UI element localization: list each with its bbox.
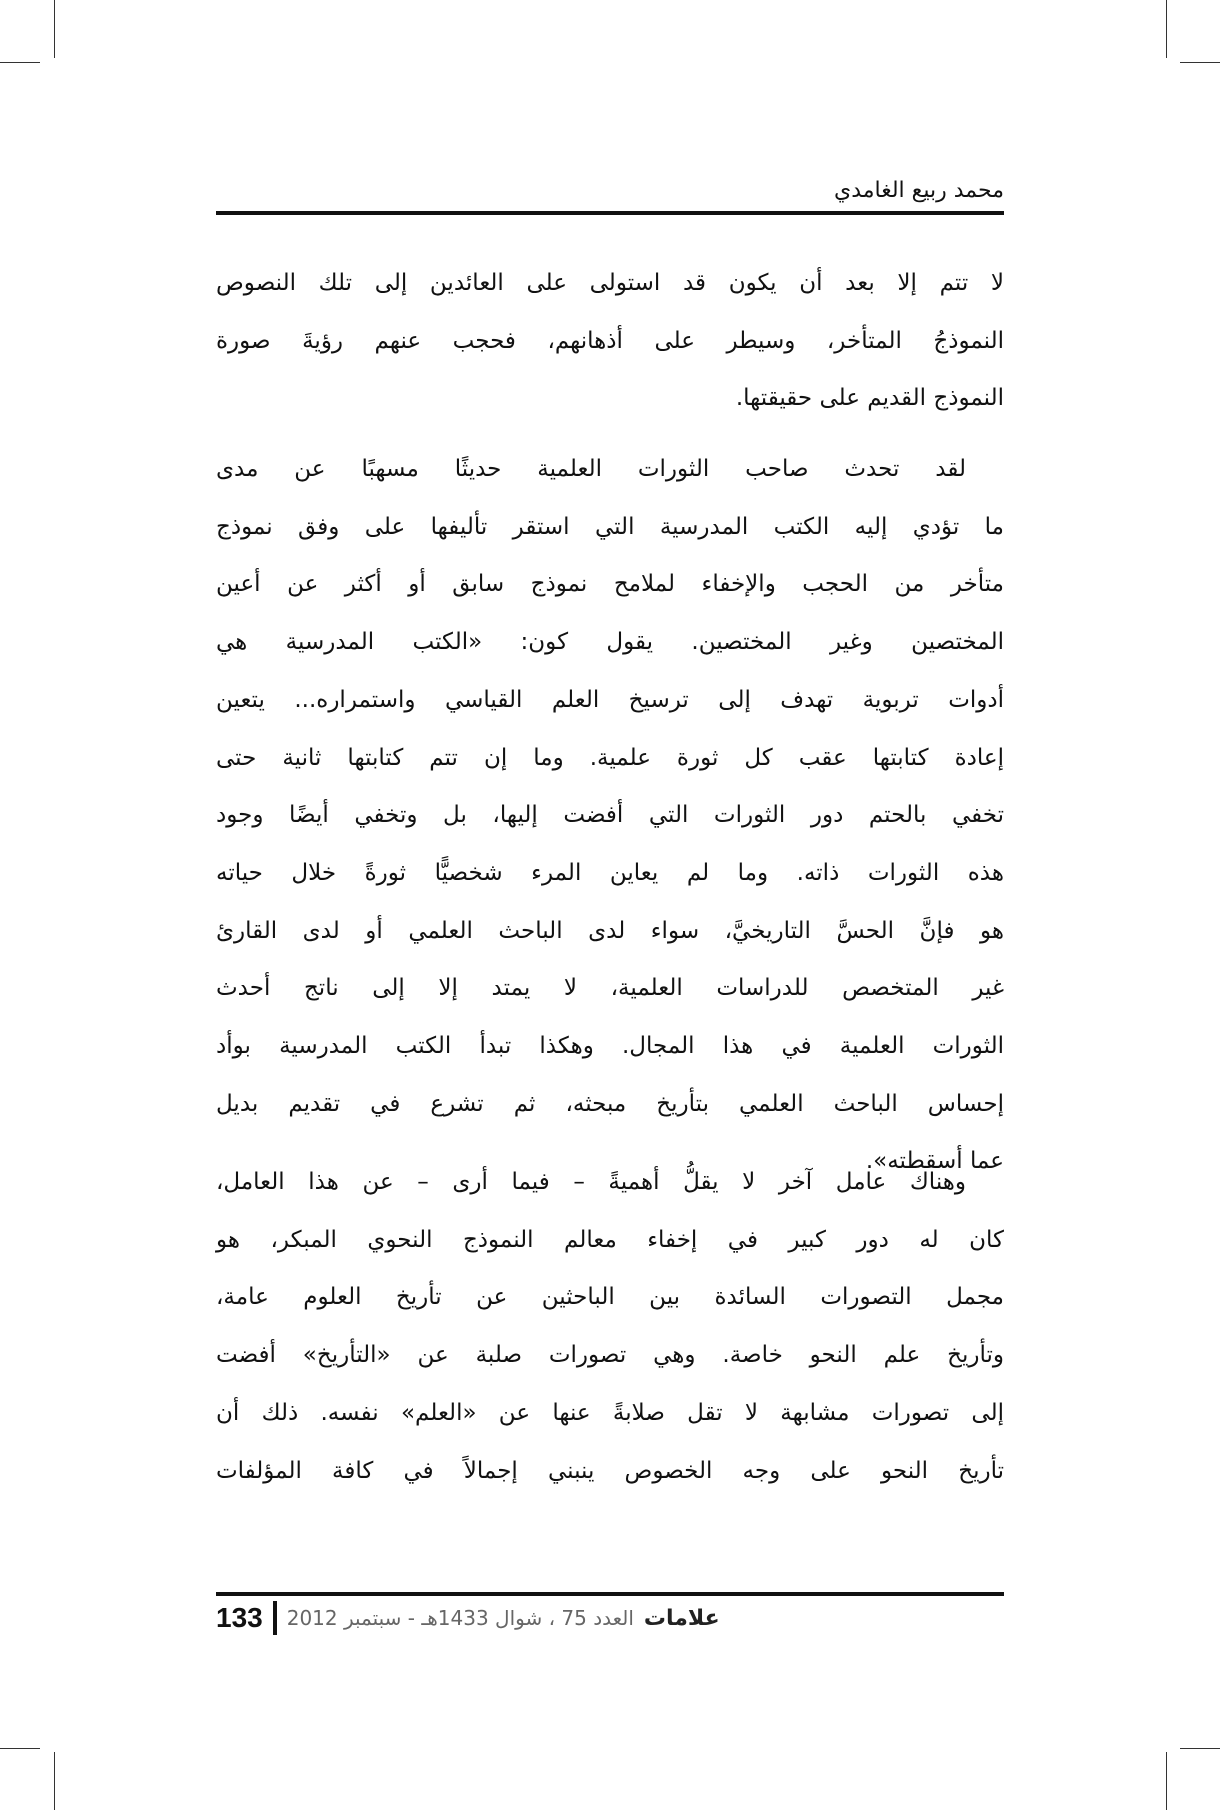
text-line: غير المتخصص للدراسات العلمية، لا يمتد إلا إلى ناتج أحدث [216,975,1004,1002]
text-line: تأريخ النحو على وجه الخصوص ينبني إجمالاً في كافة المؤلفات [216,1457,1004,1484]
text-line: كان له دور كبير في إخفاء معالم النموذج النحوي المبكر، هو [216,1226,1004,1253]
text-line: إلى تصورات مشابهة لا تقل صلابةً عنها عن «العلم» نفسه. ذلك أن [216,1399,1004,1426]
crop-mark [1180,1748,1220,1749]
text-line: هذه الثورات ذاته. وما لم يعاين المرء شخصيًّا ثورةً خلال حياته [216,859,1004,886]
crop-mark [1166,1752,1167,1810]
text-line: المختصين وغير المختصين. يقول كون: «الكتب المدرسية هي [216,629,1004,656]
text-line: لقد تحدث صاحب الثورات العلمية حديثًا مسهبًا عن مدى [216,456,966,482]
text-line: ما تؤدي إليه الكتب المدرسية التي استقر تأليفها على وفق نموذج [216,513,1004,540]
text-line: عما أسقطته». [865,1148,1004,1175]
crop-mark [54,1752,55,1810]
text-line: تخفي بالحتم دور الثورات التي أفضت إليها، بل وتخفي أيضًا وجود [216,802,1004,829]
text-line: متأخر من الحجب والإخفاء لملامح نموذج سابق أو أكثر عن أعين [216,571,1004,598]
text-line: الثورات العلمية في هذا المجال. وهكذا تبدأ الكتب المدرسية بوأد [216,1033,1004,1059]
text-line: النموذجُ المتأخر، وسيطر على أذهانهم، فحجب عنهم رؤيةَ صورة [216,327,1004,354]
text-line: إعادة كتابتها عقب كل ثورة علمية. وما إن تتم كتابتها ثانية حتى [216,744,1004,771]
text-line: وهناك عامل آخر لا يقلُّ أهميةً – فيما أرى – عن هذا العامل، [216,1169,966,1195]
footer-divider [273,1601,277,1635]
text-line: لا تتم إلا بعد أن يكون قد استولى على العائدين إلى تلك النصوص [216,270,1004,296]
crop-mark [0,1748,40,1749]
text-line: النموذج القديم على حقيقتها. [735,385,1004,412]
footer [216,1600,720,1636]
text-line: إحساس الباحث العلمي بتأريخ مبحثه، ثم تشرع في تقديم بديل [216,1090,1004,1117]
issue-info: العدد 75 ، شوال 1433هـ - سبتمبر 2012 [286,1606,634,1630]
crop-mark [1166,0,1167,58]
text-line: مجمل التصورات السائدة بين الباحثين عن تأريخ العلوم عامة، [216,1284,1004,1311]
crop-mark [0,62,40,63]
footer-rule [216,1592,1004,1596]
crop-mark [1180,62,1220,63]
header-rule [216,211,1004,215]
text-line: أدوات تربوية تهدف إلى ترسيخ العلم القياسي واستمراره... يتعين [216,686,1004,713]
crop-mark [54,0,55,58]
text-line: وتأريخ علم النحو خاصة. وهي تصورات صلبة عن «التأريخ» أفضت [216,1342,1004,1369]
text-line: هو فإنَّ الحسَّ التاريخيَّ، سواء لدى الباحث العلمي أو لدى القارئ [216,917,1004,944]
journal-logo: علامات [643,1605,720,1631]
page-number: 133 [216,1602,263,1633]
running-header-author: محمد ربيع الغامدي [833,178,1004,203]
